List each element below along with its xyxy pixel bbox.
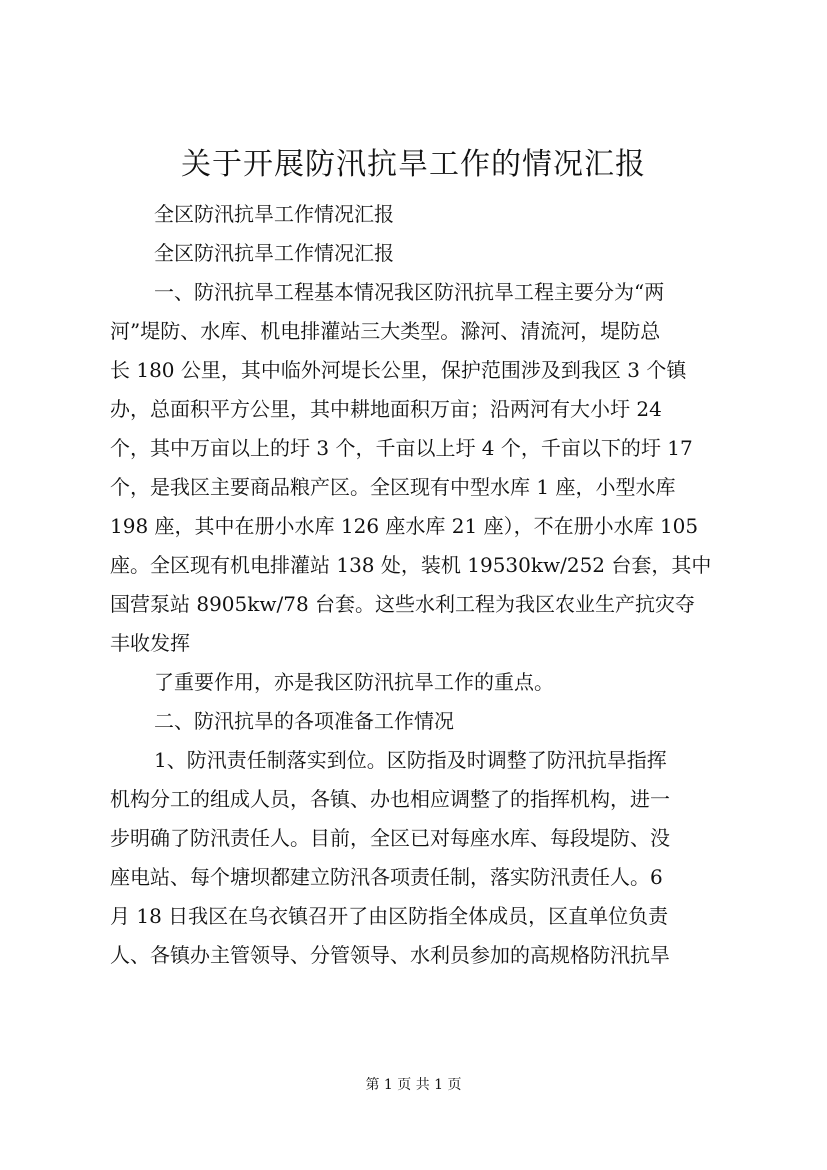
paragraph-line: 全区防汛抗旱工作情况汇报 [154,202,394,226]
paragraph-line: 办，总面积平方公里，其中耕地面积万亩；沿两河有大小圩 24 [110,397,662,421]
paragraph-line: 一、防汛抗旱工程基本情况我区防汛抗旱工程主要分为“两 [154,280,665,304]
paragraph-line: 国营泵站 8905kw/78 台套。这些水利工程为我区农业生产抗灾夺 [110,592,696,616]
paragraph-line: 1、防汛责任制落实到位。区防指及时调整了防汛抗旱指挥 [154,748,667,772]
paragraph-line: 座电站、每个塘坝都建立防汛各项责任制，落实防汛责任人。6 [110,865,663,889]
paragraph-line: 198 座，其中在册小水库 126 座水库 21 座），不在册小水库 105 [110,514,699,538]
paragraph-line: 座。全区现有机电排灌站 138 处，装机 19530kw/252 台套，其中 [110,553,712,577]
paragraph-line: 月 18 日我区在乌衣镇召开了由区防指全体成员，区直单位负责 [110,904,669,928]
paragraph-line: 步明确了防汛责任人。目前，全区已对每座水库、每段堤防、没 [110,826,670,850]
paragraph-line: 人、各镇办主管领导、分管领导、水利员参加的高规格防汛抗旱 [110,943,670,967]
paragraph-line: 丰收发挥 [110,631,190,655]
paragraph-line: 了重要作用，亦是我区防汛抗旱工作的重点。 [154,670,554,694]
document-body [110,195,722,975]
document-title: 关于开展防汛抗旱工作的情况汇报 [181,147,646,182]
paragraph-line: 全区防汛抗旱工作情况汇报 [154,241,394,265]
paragraph-line: 二、防汛抗旱的各项准备工作情况 [154,709,454,733]
page-footer: 第 1 页 共 1 页 [365,1077,462,1093]
paragraph-line: 长 180 公里，其中临外河堤长公里，保护范围涉及到我区 3 个镇 [110,358,687,382]
paragraph-line: 机构分工的组成人员，各镇、办也相应调整了的指挥机构，进一 [110,787,670,811]
paragraph-line: 河”堤防、水库、机电排灌站三大类型。滁河、清流河，堤防总 [110,319,661,343]
paragraph-line: 个，其中万亩以上的圩 3 个，千亩以上圩 4 个，千亩以下的圩 17 [110,436,693,460]
paragraph-line: 个，是我区主要商品粮产区。全区现有中型水库 1 座，小型水库 [110,475,676,499]
